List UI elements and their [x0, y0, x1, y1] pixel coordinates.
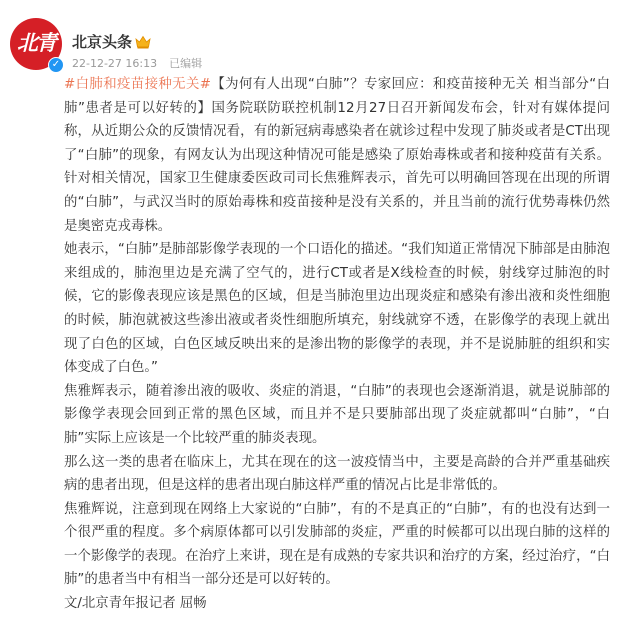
topic-hashtag-link[interactable]: #白肺和疫苗接种无关# — [64, 77, 211, 92]
paragraph-2: 她表示，“白肺”是肺部影像学表现的一个口语化的描述。“我们知道正常情况下肺部是由肺泡来组成的，肺泡里边是充满了空气的，进行CT或者是X线检查的时候，射线穿过肺泡的时候，它的影像表现应该是黑色的区域，但是当肺泡里边出现炎症和感染有渗出液和炎性细胞的时候，肺泡就被这些渗出液或者炎性细胞所填充，射线就穿不透，在影像学的表现上就出现了白色的区域，白色区域反映出来的是渗出物的影像学的表现，并不是说肺脏的组织和实体变成了白色。” — [64, 242, 610, 376]
post-timestamp[interactable]: 22-12-27 16:13 — [72, 57, 158, 70]
paragraph-1 — [64, 73, 610, 238]
post-header — [10, 18, 608, 73]
post-meta — [72, 57, 214, 71]
post-content — [64, 73, 610, 616]
edited-label: 已编辑 — [169, 57, 203, 70]
byline: 文/北京青年报记者 屈畅 — [64, 596, 207, 612]
paragraph-1-text: 【为何有人出现“白肺”？专家回应：和疫苗接种无关 相当部分“白肺”患者是可以好转的】国务院联防联控机制12月27日召开新闻发布会，针对有媒体提问称，从近期公众的反馈情况看，有的新冠病毒感染者在就诊过程中发现了肺炎或者是CT出现了“白肺”的现象，有网友认为出现这种情况可能是感染了原始毒株或者和接种疫苗有关系。针对相关情况，国家卫生健康委医政司司长焦雅辉表示，首先可以明确回答现在出现的所谓的“白肺”，与武汉当时的原始毒株和疫苗接种是没有关系的，并且当前的流行优势毒株仍然是奥密克戎毒株。 — [64, 77, 610, 234]
paragraph-5: 焦雅辉说，注意到现在网络上大家说的“白肺”，有的不是真正的“白肺”，有的也没有达到一个很严重的程度。多个病原体都可以引发肺部的炎症，严重的时候都可以出现白肺的这样的一个影像学的表现。在治疗上来讲，现在是有成熟的专家共识和治疗的方案，经过治疗，“白肺”的患者当中有相当一部分还是可以好转的。 — [64, 501, 610, 588]
crown-icon — [135, 35, 151, 49]
author-name[interactable]: 北京头条 — [72, 33, 133, 51]
paragraph-3: 焦雅辉表示，随着渗出液的吸收、炎症的消退，“白肺”的表现也会逐渐消退，就是说肺部的影像学表现会回到正常的黑色区域，而且并不是只要肺部出现了炎症就都叫“白肺”，“白肺”实际上应该是一个比较严重的肺炎表现。 — [64, 383, 610, 446]
avatar-logo-text: 北青 — [17, 30, 55, 55]
paragraph-4: 那么这一类的患者在临床上，尤其在现在的这一波疫情当中，主要是高龄的合并严重基础疾病的患者出现，但是这样的患者出现白肺这样严重的情况占比是非常低的。 — [64, 454, 610, 494]
verified-badge-icon: ✓ — [48, 57, 64, 73]
